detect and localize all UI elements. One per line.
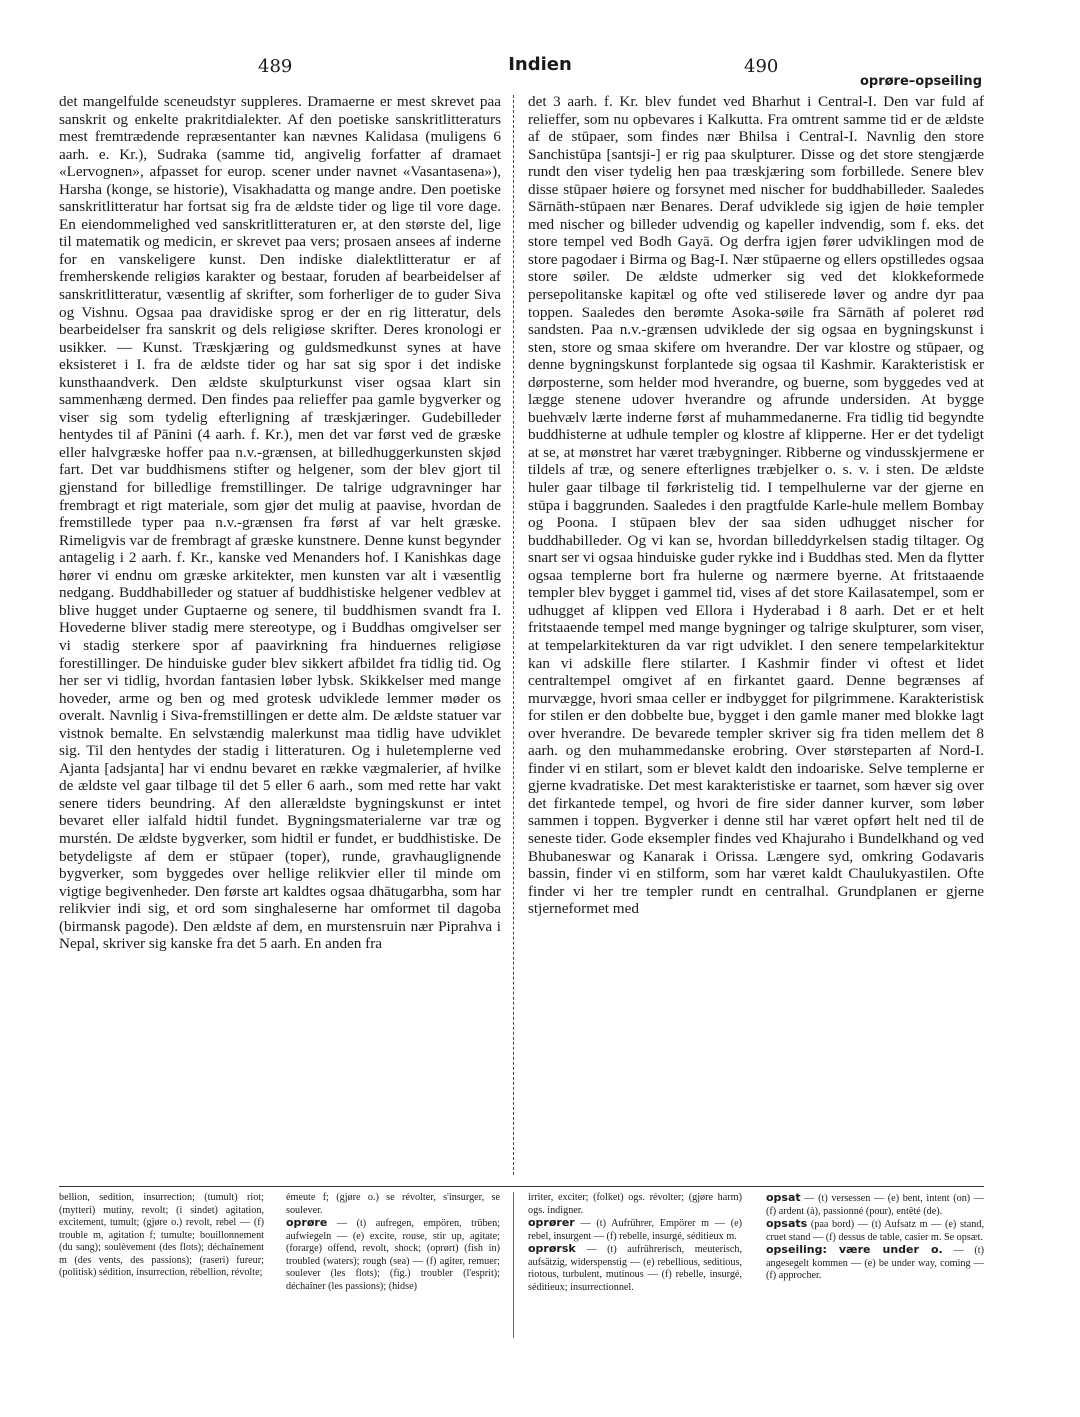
entry-headword: opsat — [766, 1192, 801, 1204]
entry-headword: oprører — [528, 1216, 575, 1229]
entry-text: — (t) angesegelt kommen — (e) be under way, coming — (f) approcher. — [766, 1245, 984, 1281]
entry-headword: opsats — [766, 1217, 808, 1230]
footer-rule — [59, 1186, 984, 1187]
dictionary-entry — [528, 1243, 742, 1294]
entry-text: — (t) versessen — (e) bent, intent (on) — (f) ardent (à), passionné (pour), entêté (de). — [766, 1193, 984, 1217]
footer-divider — [513, 1192, 514, 1338]
entry-text: — (t) aufregen, empören, trüben; aufwiegeln — (e) excite, rouse, stir up, agitate; (forarge) offend, revolt, shock; (oprørt) (fish in) troubled (waters); rough (sea) — (f) agiter, remuer; soulever (les flots); (fig.) troubler (l'esprit); déchaîner (les passions); (hidse) — [286, 1218, 500, 1292]
dictionary-entry — [286, 1217, 500, 1293]
page-number-left: 489 — [258, 56, 293, 77]
dictionary-text: bellion, sedition, insurrection; (tumult) riot; (mytteri) mutiny, revolt; (i sindet) agitation, excitement, tumult; (gjøre o.) revolt, rebel — (f) trouble m, agitation f; tumulte; bouillonnement (du sang); soulèvement (des flots); déchaînement m (des vents, des passions); (raseri) fureur; (politisk) sédition, insurrection, rébellion, révolte; — [59, 1192, 264, 1278]
entry-headword: opseiling: være under o. — [766, 1243, 943, 1256]
dictionary-col-4 — [766, 1192, 984, 1342]
entry-headword: oprørsk — [528, 1242, 576, 1255]
entry-text: — (t) aufrührerisch, meuterisch, aufsätzig, widerspenstig — (e) rebellious, seditious, riotous, turbulent, mutinous — (f) rebelle, insurgé, séditieux; insurrectionnel. — [528, 1244, 742, 1293]
column-divider — [513, 95, 514, 1175]
dictionary-entry — [766, 1218, 984, 1244]
dictionary-entry — [766, 1244, 984, 1283]
page-number-right: 490 — [744, 56, 779, 77]
entry-text: (paa bord) — (t) Aufsatz m — (e) stand, cruet stand — (f) dessus de table, casier m. Se opsæt. — [766, 1219, 984, 1243]
left-column-text: det mangelfulde sceneudstyr suppleres. Dramaerne er mest skrevet paa sanskrit og enkelte prakritdialekter. Af den poetiske sanskritlitteraturs mest fremtrædende repræsentanter kan nævnes Kalidasa (muligens 6 aarh. e. Kr.), Sudraka (samme tid, angivelig forfatter af dramaet «Lervognen», afpasset for europ. scener under navnet «Vasantasena»), Harsha (konge, se historie), Visakhadatta og mange andre. Den poetiske sanskritlitteratur har fortsat sig fra de ældste tider og lige til vore dage. En eiendommelighed ved sanskritlitteraturen er, at den største del, lige til matematik og medicin, er skrevet paa vers; prosaen ansees af inderne for en vanskeligere kunst. Den indiske dialektlitteratur er af fremherskende religiøs karakter og bestaar, foruden af bearbeidelser af sanskritlitteratur, væsentlig af skrifter, som forherliger de to guder Siva og Vishnu. Ogsaa paa dravidiske sprog er der en rig litteratur, dels bearbeidelser fra sanskrit og dels religiøse skrifter. Deres kronologi er usikker. — Kunst. Træskjæring og guldsmedkunst synes at have eksisteret i I. fra de ældste tider og har sat sig spor i det indiske kunsthaandverk. Den ældste skulpturkunst viser ogsaa klart sin sammenhæng dermed. Den findes paa relieffer paa gamle bygverker og viser sig som tydelig efterligning af træskjæringer. Gudebilleder hentydes til af Pānini (4 aarh. f. Kr.), men det var først ved de græske eller halvgræske hoffer paa n.v.-grænsen, at billedhuggerkunsten skjød fart. Det var buddhismens stifter og helgener, som der blev gjort til gjenstand for billedlige fremstillinger. De talrige udgravninger har frembragt et rigt materiale, som gjør det mulig at paavise, hvordan de fremstillede typer paa n.v.-grænsen fra først af var helt græske. Rimeligvis var de frembragt af græske kunstnere. Denne kunst begynder antagelig i 2 aarh. f. Kr., kanske ved Menanders hof. I Kanishkas dage hører vi endnu om græske arkitekter, men kunsten var alt i væsentlig nedgang. Buddhabilleder og statuer af buddhistiske helgener vedblev at blive hugget under Guptaerne og senere, til buddhismen svandt fra I. Hovederne bliver stadig mere stereotype, og i Buddhas omgivelser ser vi stadig sterkere spor af paavirkning fra hinduernes religiøse forestillinger. De hinduiske guder blev sikkert afbildet fra tidlig tid. Og her ser vi tidlig, hvordan fantasien løber lybsk. Skikkelser med mange hoveder, arme og ben og med grotesk udviklede lemmer møder os overalt. Navnlig i Siva-fremstillingen er dette alm. De ældste statuer var vistnok bemalte. En selvstændig malerkunst maa tidlig have udviklet sig. Til den hentydes der stadig i litteraturen. Og i huletemplerne ved Ajanta [adsjanta] har vi endnu bevaret en række vægmalerier, af hvilke de ældste vel gaar tilbage til det 5 eller 6 aarh., som med rette har vakt senere tiders beundring. Af den allerældste bygningskunst er intet bevaret eller ialfald hidtil fundet. Bygningsmaterialerne var træ og murstén. De ældste bygverker, som hidtil er fundet, er buddhistiske. De betydeligste af dem er stūpaer (toper), runde, gravhauglignende bygverker, som byggedes over hellige relikvier eller til minde om vigtige begivenheder. Den første art kaldtes ogsaa dhātugarbha, som har relikvier indi sig, et ord som singhaleserne har omformet til dagoba (birmansk pagode). Den ældste af dem, en murstensruin nær Piprahva i Nepal, skriver sig kanske fra det 5 aarh. En anden fra — [59, 93, 501, 953]
dictionary-col-2 — [286, 1192, 500, 1342]
dictionary-text: émeute f; (gjøre o.) se révolter, s'insurger, se soulever. — [286, 1192, 500, 1216]
dictionary-col-1 — [59, 1192, 264, 1342]
entry-text: — (t) Aufrührer, Empörer m — (e) rebel, insurgent — (f) rebelle, insurgé, séditieux m. — [528, 1218, 742, 1242]
dictionary-entry — [528, 1217, 742, 1243]
right-column — [528, 93, 984, 1176]
entry-headword: oprøre — [286, 1216, 328, 1229]
dictionary-col-3 — [528, 1192, 742, 1342]
dictionary-entry — [766, 1192, 984, 1218]
page-title: Indien — [508, 54, 572, 75]
left-column — [59, 93, 501, 1176]
dictionary-text: irriter, exciter; (folket) ogs. révolter; (gjøre harm) ogs. indigner. — [528, 1192, 742, 1216]
guide-words: oprøre–opseiling — [859, 74, 982, 89]
right-column-text: det 3 aarh. f. Kr. blev fundet ved Bharhut i Central-I. Den var fuld af relieffer, som nu opbevares i Kalkutta. Fra omtrent samme tid er de ældste af de stūpaer, som findes nær Bhilsa i Central-I. Navnlig den store Sanchistūpa [santsji-] er rig paa skulpturer. Disse og det store stengjærde rundt den viser tydelig hen paa træskjæring som forbillede. Senere blev disse stūpaer høiere og forsynet med nischer for buddhabilleder. Saaledes Sārnāth-stūpaen nær Benares. Deraf udviklede sig igjen de høie templer med nischer og billeder udvendig og kapeller indvendig, som f. eks. det store tempel ved Bodh Gayā. Og derfra igjen fører udviklingen mod de store pagodaer i Birma og Bag-I. Nær stūpaerne og ellers opstilledes ogsaa store søiler. De ældste udmerker sig ved det klokkeformede persepolitanske kapitæl og ofte ved stiliserede løver og andre dyr paa toppen. Saaledes den berømte Asoka-søile fra Sārnāth af poleret rød sandsten. Paa n.v.-grænsen udviklede der sig ogsaa en bygningskunst i sten, store og smaa skifere om hverandre. Der var klostre og stūpaer, og denne bygningskunst forplantede sig ogsaa til Kashmir. Karakteristisk er dørposterne, som helder mod hverandre, og buerne, som byggedes ved at lægge stenene udover hverandre og afrunde undersiden. At bygge buehvælv lærte inderne først af muhammedanerne. Fra tidlig tid begyndte buddhisterne at udhule templer og klostre af klipperne. Her er det tydeligt at se, at mønstret har været træbygninger. Ribberne og vindusskjermene er tildels af træ, og senere efterlignes træbjelker o. s. v. i sten. De ældste huler gaar tilbage til førkristelig tid. I tempelhulerne var der gjerne en stūpa i baggrunden. Saaledes i den pragtfulde Karle-hule mellem Bombay og Poona. I stūpaen blev der saa siden udhugget nischer for buddhabilleder. Og vi kan se, hvordan billeddyrkelsen stadig tiltager. Og snart ser vi ogsaa hinduiske guder rykke ind i Buddhas sted. Men da flytter ogsaa templerne bort fra hulerne og nærmere byerne. At fritstaaende templer blev bygget i gammel tid, vises af det store Kailasatempel, som er udhugget af klippen ved Ellora i Hyderabad i 8 aarh. Det er et helt fritstaaende tempel med mange bygninger og talrige skulpturer, som viser, at tempelarkitekturen da var rigt udviklet. I den senere tempelarkitektur kan vi adskille flere stilarter. I Kashmir finder vi oftest et lidet centraltempel omgivet af en firkantet gaard. Denne begrænses af murvægge, hvori smaa celler er indbygget for pilgrimmene. Karakteristisk for stilen er den dobbelte bue, bygget i den gamle maner med blokke lagt over hverandre. De bevarede templer skriver sig fra tiden mellem det 8 aarh. og den muhammedanske erobring. Over størsteparten af Nord-I. finder vi en stilart, som er blevet kaldt den indoariske. Selve templerne er gjerne kvadratiske. Det mest karakteristiske er taarnet, som hæver sig over det firkantede tempel, og hvori de fire sider danner kurver, som løber sammen i toppen. Bygverker i denne stil har været opført helt ned til de seneste tider. Gode eksempler findes ved Khajuraho i Bundelkhand og ved Bhubaneswar og Kanarak i Orissa. Længere syd, omkring Godavaris bassin, finder vi en stilform, som har været kaldt Chaulukyastilen. Ofte finder vi her tre templer rundt en centralhal. Grundplanen er gjerne stjerneformet med — [528, 93, 984, 918]
